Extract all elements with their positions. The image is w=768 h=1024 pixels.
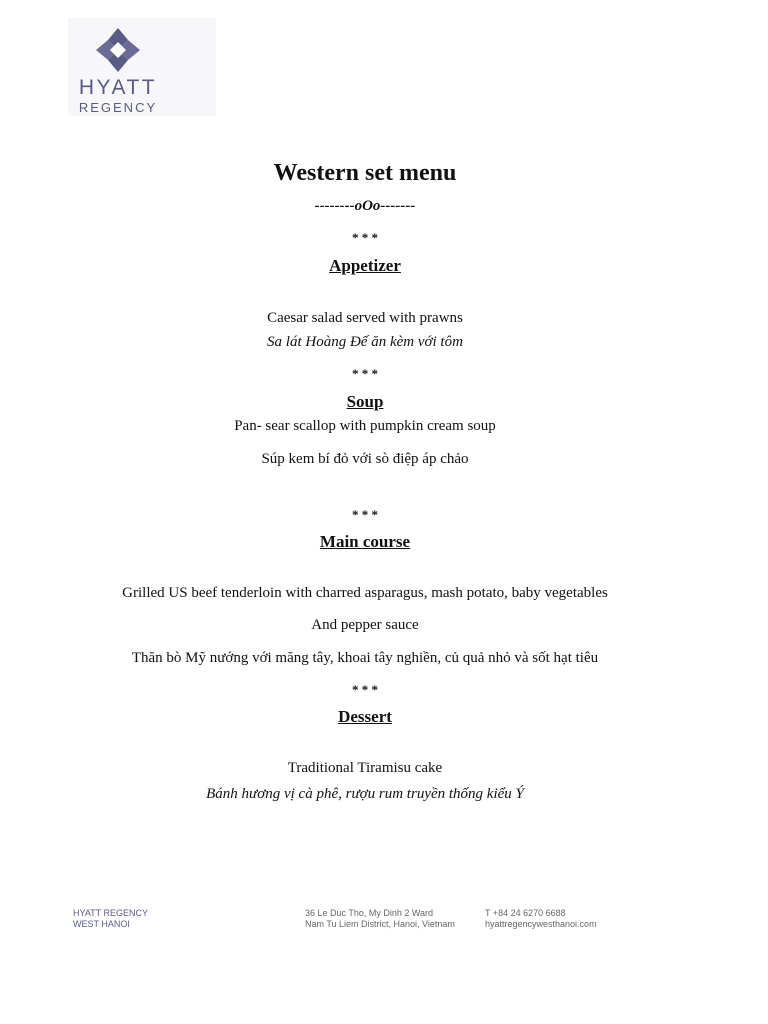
dessert-heading: Dessert xyxy=(338,707,392,726)
footer-brand xyxy=(73,908,148,930)
logo-brand-bottom: REGENCY xyxy=(78,100,158,115)
hyatt-diamond-icon xyxy=(96,28,140,72)
main-course-heading: Main course xyxy=(319,532,411,551)
footer-brand-location: WEST HANOI xyxy=(73,919,130,929)
dessert-dish-vi: Bánh hương vị cà phê, rượu rum truyền thống kiểu Ý xyxy=(206,786,524,802)
footer-address-line1: 36 Le Duc Tho, My Dinh 2 Ward xyxy=(305,908,434,918)
appetizer-heading: Appetizer xyxy=(329,256,401,275)
menu-title: Western set menu xyxy=(273,160,457,186)
soup-heading: Soup xyxy=(346,392,384,411)
soup-dish-vi: Súp kem bí đỏ với sò điệp áp chảo xyxy=(261,451,469,467)
footer-address-line2: Nam Tu Liem District, Hanoi, Vietnam xyxy=(305,919,455,929)
footer-website-link[interactable]: hyattregencywesthanoi.com xyxy=(485,919,597,929)
logo-brand-top: HYATT xyxy=(78,76,158,99)
separator-stars: * * * xyxy=(352,366,378,381)
soup-dish-en: Pan- sear scallop with pumpkin cream soup xyxy=(234,418,496,434)
main-dish-vi: Thăn bò Mỹ nướng với măng tây, khoai tây nghiền, củ quả nhỏ và sốt hạt tiêu xyxy=(131,650,599,666)
main-dish-en: Grilled US beef tenderloin with charred asparagus, mash potato, baby vegetables xyxy=(122,585,608,601)
separator-stars: * * * xyxy=(352,230,378,245)
hotel-logo xyxy=(68,18,216,116)
footer-address xyxy=(305,908,455,930)
footer-phone: T +84 24 6270 6688 xyxy=(485,908,566,918)
appetizer-dish-en: Caesar salad served with prawns xyxy=(267,310,463,326)
title-divider: --------oOo------- xyxy=(314,198,416,214)
footer-brand-name: HYATT REGENCY xyxy=(73,908,149,918)
dessert-dish-en: Traditional Tiramisu cake xyxy=(287,760,443,776)
footer-contact xyxy=(485,908,597,930)
separator-stars: * * * xyxy=(352,682,378,697)
appetizer-dish-vi: Sa lát Hoàng Đế ăn kèm với tôm xyxy=(267,334,463,350)
main-dish-en-sauce: And pepper sauce xyxy=(311,617,419,633)
separator-stars: * * * xyxy=(352,507,378,522)
